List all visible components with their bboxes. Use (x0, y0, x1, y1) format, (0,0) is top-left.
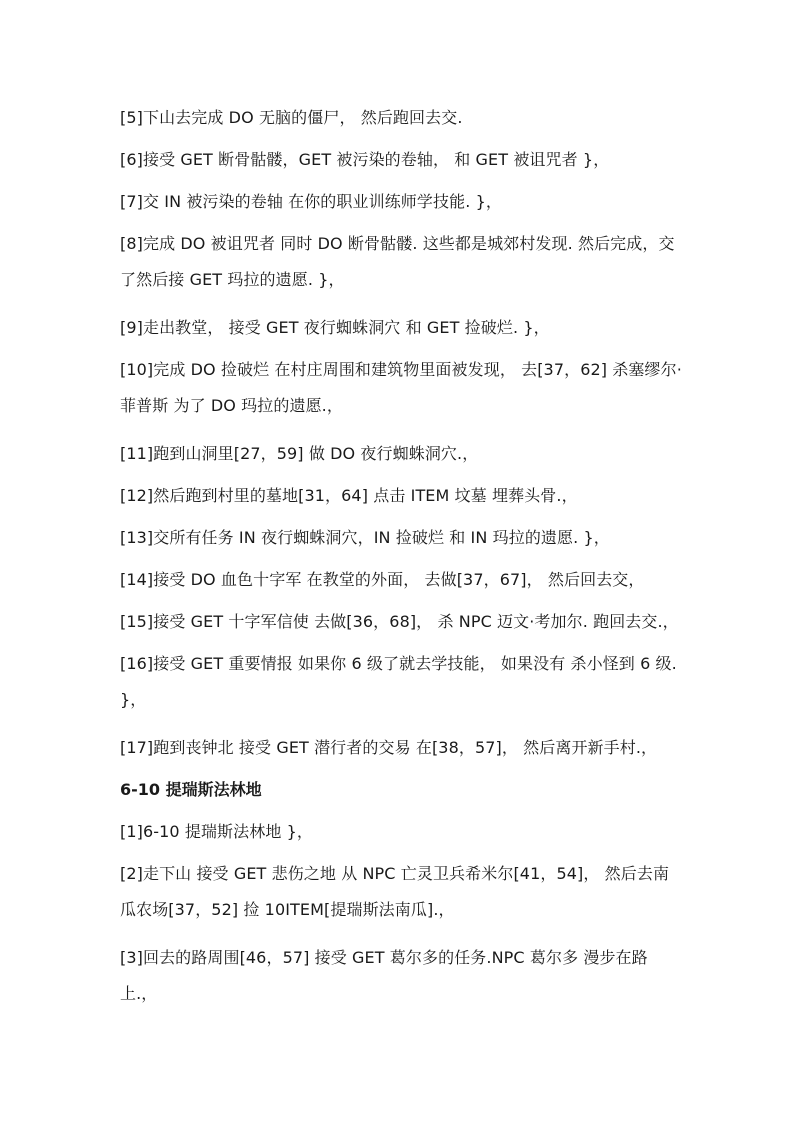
text-line: [1]6-10 提瑞斯法林地 }， (120, 822, 314, 841)
text-line: [12]然后跑到村里的墓地[31，64] 点击 ITEM 坟墓 埋葬头骨.， (120, 486, 578, 505)
text-line: [10]完成 DO 捡破烂 在村庄周围和建筑物里面被发现， 去[37，62] 杀塞缪尔·菲普斯 为了 DO 玛拉的遗愿.， (120, 360, 682, 415)
text-line: [14]接受 DO 血色十字军 在教堂的外面， 去做[37，67]， 然后回去交， (120, 570, 645, 589)
text-line: [2]走下山 接受 GET 悲伤之地 从 NPC 亡灵卫兵希米尔[41，54]， 然后去南瓜农场[37，52] 捡 10ITEM[提瑞斯法南瓜].， (120, 864, 670, 919)
text-line: [7]交 IN 被污染的卷轴 在你的职业训练师学技能. }， (120, 192, 502, 211)
text-line: [9]走出教堂， 接受 GET 夜行蜘蛛洞穴 和 GET 捡破烂. }， (120, 318, 550, 337)
text-line: [3]回去的路周围[46，57] 接受 GET 葛尔多的任务.NPC 葛尔多 漫步在路上.， (120, 948, 648, 1003)
text-line: [8]完成 DO 被诅咒者 同时 DO 断骨骷髅. 这些都是城郊村发现. 然后完成，交了然后接 GET 玛拉的遗愿. }， (120, 234, 675, 289)
text-line: [11]跑到山洞里[27，59] 做 DO 夜行蜘蛛洞穴.， (120, 444, 479, 463)
text-line: [15]接受 GET 十字军信使 去做[36，68]， 杀 NPC 迈文·考加尔. 跑回去交.， (120, 612, 679, 631)
text-line: [5]下山去完成 DO 无脑的僵尸， 然后跑回去交. (120, 108, 463, 127)
text-line: [17]跑到丧钟北 接受 GET 潜行者的交易 在[38，57]， 然后离开新手村.， (120, 738, 658, 757)
text-line: [13]交所有任务 IN 夜行蜘蛛洞穴，IN 捡破烂 和 IN 玛拉的遗愿. }， (120, 528, 610, 547)
text-line: [16]接受 GET 重要情报 如果你 6 级了就去学技能， 如果没有 杀小怪到 6 级. }， (120, 654, 677, 709)
text-line: [6]接受 GET 断骨骷髅，GET 被污染的卷轴， 和 GET 被诅咒者 }， (120, 150, 610, 169)
section-heading: 6-10 提瑞斯法林地 (120, 780, 262, 799)
